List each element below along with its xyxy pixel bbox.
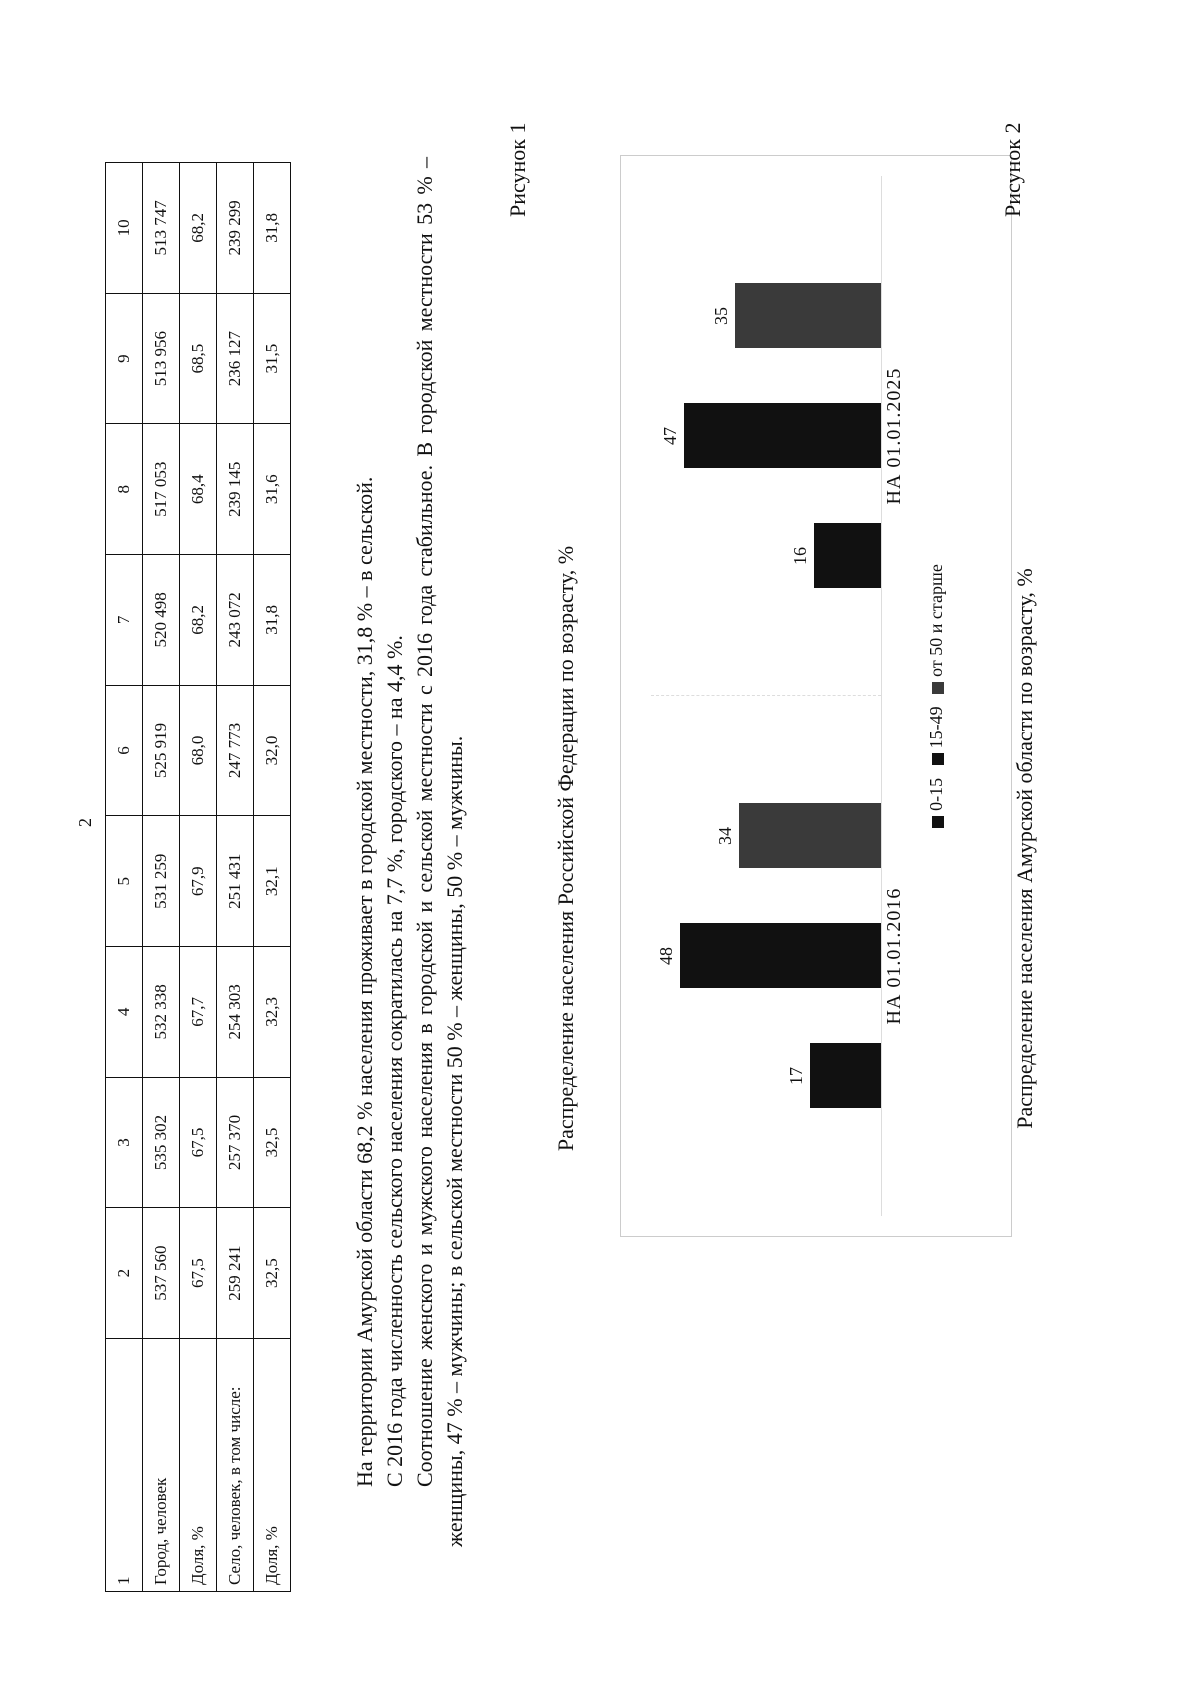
bar-chart: [620, 155, 1012, 1237]
table-cell: 32,0: [254, 685, 291, 816]
paragraph-urban-rural-share: На территории Амурской области 68,2 % населения проживает в городской местности, 31,8 % – в сельской.: [352, 476, 377, 1487]
legend-label: от 50 и старше: [926, 564, 946, 677]
table-cell: 67,9: [180, 816, 217, 947]
figure-1-caption: Рисунок 1: [505, 122, 530, 217]
data-label: 17: [785, 1067, 806, 1085]
row-label: Город, человек: [143, 1339, 180, 1592]
table-cell: 520 498: [143, 555, 180, 686]
table-cell: 525 919: [143, 685, 180, 816]
table-header-row: [106, 163, 143, 1592]
row-label: Доля, %: [180, 1339, 217, 1592]
chart-legend: [926, 156, 947, 1236]
table-header-cell: 10: [106, 163, 143, 294]
legend-swatch: [932, 753, 944, 765]
table-cell: 535 302: [143, 1077, 180, 1208]
data-label: 48: [656, 947, 677, 965]
legend-item: [926, 706, 947, 765]
table-cell: 67,5: [180, 1077, 217, 1208]
category-label: НА 01.01.2025: [883, 367, 905, 505]
legend-label: 0-15: [926, 777, 946, 811]
table-cell: 31,5: [254, 293, 291, 424]
table-row: [143, 163, 180, 1592]
data-label: 34: [714, 827, 735, 845]
table-header-cell: 9: [106, 293, 143, 424]
table-cell: 236 127: [217, 293, 254, 424]
table-cell: 68,0: [180, 685, 217, 816]
data-label: 47: [660, 427, 681, 445]
table-header-cell: 7: [106, 555, 143, 686]
table-cell: 67,7: [180, 947, 217, 1078]
paragraph-gender-ratio: Соотношение женского и мужского населения в городской и сельской местности с 2016 года стабильное. В городской местности 53 % – женщины, 47 % – мужчины; в сельской местности 50 % – женщины, 50 % – мужчины.: [412, 157, 467, 1547]
table-cell: 513 956: [143, 293, 180, 424]
population-table: [105, 162, 291, 1592]
table-cell: 513 747: [143, 163, 180, 294]
table-cell: 31,8: [254, 163, 291, 294]
legend-item: [926, 564, 947, 694]
category-label: НА 01.01.2016: [883, 887, 905, 1025]
chart-bar: [735, 284, 881, 349]
table-header-cell: 2: [106, 1208, 143, 1339]
paragraph-population-change: С 2016 года численность сельского населения сократилась на 7,7 %, городского – на 4,4 %.: [382, 635, 407, 1487]
table-cell: 239 145: [217, 424, 254, 555]
table-cell: 68,2: [180, 163, 217, 294]
chart-bar: [680, 924, 881, 989]
chart-title: Распределение населения Российской Федерации по возрасту, %: [553, 545, 578, 1152]
legend-swatch: [932, 682, 944, 694]
table-cell: 247 773: [217, 685, 254, 816]
table-cell: 537 560: [143, 1208, 180, 1339]
table-header-cell: 1: [106, 1339, 143, 1592]
chart-plot-area: [651, 176, 882, 1216]
table-row: [254, 163, 291, 1592]
table-cell: 68,5: [180, 293, 217, 424]
table-cell: 32,5: [254, 1208, 291, 1339]
table-cell: 31,8: [254, 555, 291, 686]
table-cell: 31,6: [254, 424, 291, 555]
table-header-cell: 6: [106, 685, 143, 816]
table-cell: 254 303: [217, 947, 254, 1078]
table-cell: 32,1: [254, 816, 291, 947]
legend-item: [926, 778, 947, 828]
chart-bar: [684, 404, 881, 469]
table-cell: 531 259: [143, 816, 180, 947]
data-label: 35: [710, 307, 731, 325]
chart-bar: [739, 804, 881, 869]
table-header-cell: 3: [106, 1077, 143, 1208]
table-row: [180, 163, 217, 1592]
chart-bar: [810, 1044, 881, 1109]
table-cell: 517 053: [143, 424, 180, 555]
body-text: [350, 157, 470, 1547]
table-header-cell: 8: [106, 424, 143, 555]
figure-2-caption: Рисунок 2: [1000, 122, 1025, 217]
data-label: 16: [790, 547, 811, 565]
table-cell: 67,5: [180, 1208, 217, 1339]
table-cell: 68,2: [180, 555, 217, 686]
table-cell: 257 370: [217, 1077, 254, 1208]
table-cell: 32,3: [254, 947, 291, 1078]
table-header-cell: 5: [106, 816, 143, 947]
row-label: Село, человек, в том числе:: [217, 1339, 254, 1592]
legend-swatch: [932, 816, 944, 828]
table-row: [217, 163, 254, 1592]
table-cell: 32,5: [254, 1077, 291, 1208]
table-cell: 243 072: [217, 555, 254, 686]
table-cell: 68,4: [180, 424, 217, 555]
chart-group-divider: [651, 695, 881, 696]
page-number: 2: [75, 818, 95, 827]
row-label: Доля, %: [254, 1339, 291, 1592]
table-cell: 251 431: [217, 816, 254, 947]
figure-2-title: Распределение населения Амурской области по возрасту, %: [1012, 568, 1037, 1129]
chart-bar: [814, 524, 881, 589]
table-cell: 259 241: [217, 1208, 254, 1339]
legend-label: 15-49: [926, 706, 946, 749]
table-header-cell: 4: [106, 947, 143, 1078]
table-cell: 532 338: [143, 947, 180, 1078]
table-cell: 239 299: [217, 163, 254, 294]
